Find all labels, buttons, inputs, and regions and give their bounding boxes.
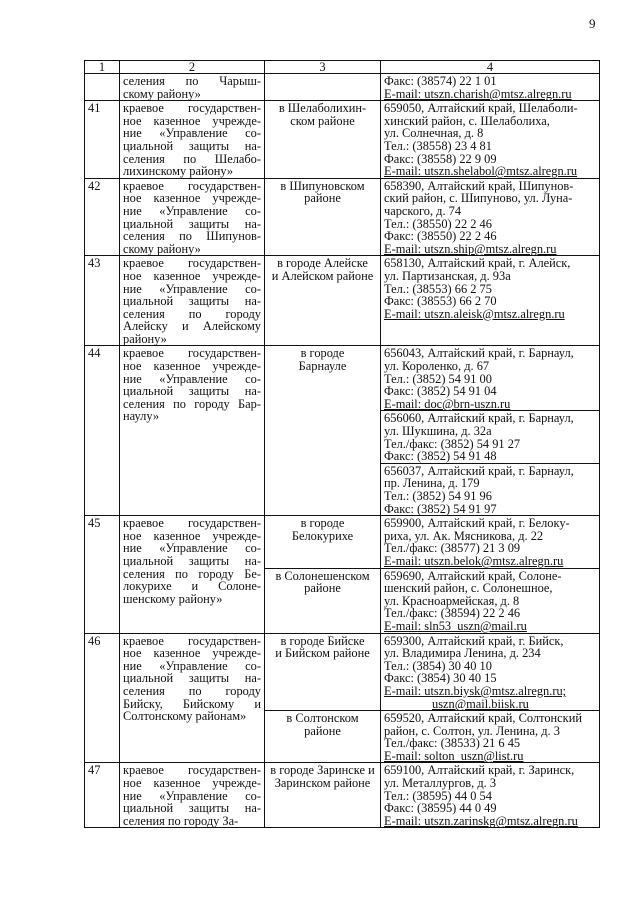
location-line: в Солтонском — [286, 711, 359, 726]
contact-cell — [381, 516, 600, 568]
page-number: 9 — [589, 16, 596, 31]
email-line: E-mail: utszn.shelabol@mtsz.alregn.ru — [384, 164, 578, 179]
location-cell — [265, 178, 381, 256]
contact-cell — [381, 178, 600, 256]
name-line: селения по городу Бе- — [123, 566, 261, 581]
location-line: районе — [304, 581, 341, 596]
email-line: E-mail: doc@brn-uszn.ru — [384, 396, 511, 411]
location-line: районе — [304, 191, 341, 206]
contact-line: 656060, Алтайский край, г. Барнаул, — [384, 411, 574, 426]
location-line: в городе — [300, 346, 345, 361]
column-number-3: 3 — [265, 61, 381, 74]
contact-line: Тел.: (38595) 44 0 54 — [384, 788, 492, 803]
row-number — [85, 74, 120, 101]
location-line: Заринском районе — [274, 776, 371, 791]
name-line: ное казенное учрежде- — [123, 191, 261, 206]
name-line: наулу» — [123, 409, 160, 424]
email-line: uszn@mail.biisk.ru — [432, 696, 529, 711]
contact-line: Факс: (38550) 22 2 46 — [384, 229, 497, 244]
email-line: E-mail: utszn.belok@mtsz.alregn.ru — [384, 553, 564, 568]
location-line: в Шелаболихин- — [278, 101, 367, 116]
contact-line: Тел.: (38558) 23 4 81 — [384, 138, 492, 153]
name-line: селения по городу — [123, 306, 261, 321]
column-number-1: 1 — [85, 61, 120, 74]
contact-cell — [381, 256, 600, 346]
institution-name — [120, 256, 265, 346]
name-line: шенскому району» — [123, 591, 223, 606]
contact-line: Тел./факс: (38533) 21 6 45 — [384, 736, 521, 751]
column-number-2: 2 — [120, 61, 265, 74]
contact-cell — [381, 633, 600, 711]
contact-line: 658390, Алтайский край, Шипунов- — [384, 178, 574, 193]
contact-line: чарского, д. 74 — [384, 203, 462, 218]
email-line: E-mail: utszn.biysk@mtsz.alregn.ru; — [384, 683, 567, 698]
name-line: ное казенное учрежде- — [123, 268, 261, 283]
contact-cell — [381, 411, 600, 463]
name-line: циальной защиты на- — [123, 138, 261, 153]
row-number: 44 — [85, 346, 120, 516]
name-line: ное казенное учрежде- — [123, 646, 261, 661]
name-line: ние «Управление со- — [123, 788, 261, 803]
name-line: краевое государствен- — [123, 763, 261, 778]
location-cell — [265, 101, 381, 179]
name-line: ное казенное учрежде- — [123, 113, 261, 128]
header-row — [85, 61, 600, 74]
continuation-row — [85, 74, 600, 101]
contact-line: Факс: (38553) 66 2 70 — [384, 294, 497, 309]
name-line: краевое государствен- — [123, 256, 261, 271]
location-cell — [265, 763, 381, 828]
contact-line: Факс: (3852) 54 91 48 — [384, 449, 497, 464]
contact-line: 659900, Алтайский край, г. Белоку- — [384, 516, 570, 531]
table-row — [85, 633, 600, 711]
contact-line: Тел./факс: (38594) 22 2 46 — [384, 606, 521, 621]
table-row — [85, 178, 600, 256]
email-line: E-mail: sln53_uszn@mail.ru — [384, 618, 527, 633]
contact-line: Тел.: (3854) 30 40 10 — [384, 658, 492, 673]
location-line: в Шипуновском — [280, 178, 365, 193]
row-number: 47 — [85, 763, 120, 828]
contact-line: 659690, Алтайский край, Солоне- — [384, 568, 562, 583]
location-line: и Бийском районе — [275, 646, 370, 661]
email-line: E-mail: utszn.ship@mtsz.alregn.ru — [384, 241, 557, 256]
contact-line: ул. Металлургов, д. 3 — [384, 776, 497, 791]
name-line: скому району» — [123, 241, 201, 256]
contact-cell — [381, 711, 600, 763]
column-number-4: 4 — [381, 61, 600, 74]
email-line: E-mail: utszn.zarinskg@mtsz.alregn.ru — [384, 813, 578, 828]
location-line: в Солонешенском — [275, 568, 370, 583]
contact-line: район, с. Солтон, ул. Ленина, д. 3 — [384, 723, 560, 738]
contact-line: Факс: (38574) 22 1 01 — [384, 74, 497, 88]
location-cell — [265, 74, 381, 101]
name-line: краевое государствен- — [123, 178, 261, 193]
name-line: локурихе и Солоне- — [123, 579, 261, 594]
location-cell — [265, 568, 381, 633]
contact-line: хинский район, с. Шелаболиха, — [384, 113, 550, 128]
location-line: Белокурихе — [291, 528, 354, 543]
contact-line: 656043, Алтайский край, г. Барнаул, — [384, 346, 574, 361]
contact-line: Тел.: (38553) 66 2 75 — [384, 281, 492, 296]
institution-name — [120, 633, 265, 763]
name-line: скому району» — [123, 86, 201, 101]
contact-cell — [381, 74, 600, 101]
row-number: 43 — [85, 256, 120, 346]
contact-line: пр. Ленина, д. 179 — [384, 476, 480, 491]
name-line: селения по Чарыш- — [123, 74, 261, 88]
contact-line: Факс: (38595) 44 0 49 — [384, 801, 497, 816]
contact-cell — [381, 101, 600, 179]
contact-line: Тел.: (38550) 22 2 46 — [384, 216, 492, 231]
name-line: ние «Управление со- — [123, 371, 261, 386]
location-cell — [265, 256, 381, 346]
institution-name — [120, 74, 265, 101]
contact-line: 658130, Алтайский край, г. Алейск, — [384, 256, 571, 271]
table-body — [85, 61, 600, 828]
contact-line: 659050, Алтайский край, Шелаболи- — [384, 101, 578, 116]
location-cell — [265, 711, 381, 763]
contact-line: ул. Шукшина, д. 32а — [384, 424, 492, 439]
contact-line: 659300, Алтайский край, г. Бийск, — [384, 633, 564, 648]
row-number: 41 — [85, 101, 120, 179]
location-line: и Алейском районе — [271, 268, 374, 283]
institution-name — [120, 516, 265, 633]
location-line: ском районе — [290, 113, 355, 128]
location-cell — [265, 633, 381, 711]
table-row — [85, 346, 600, 411]
contact-cell — [381, 346, 600, 411]
contact-line: Тел./факс: (38577) 21 3 09 — [384, 541, 521, 556]
name-line: краевое государствен- — [123, 633, 261, 648]
name-line: лихинскому району» — [123, 164, 234, 179]
email-line: E-mail: solton_uszn@list.ru — [384, 748, 524, 763]
name-line: краевое государствен- — [123, 101, 261, 116]
name-line: краевое государствен- — [123, 346, 261, 361]
location-line: в городе — [300, 516, 345, 531]
name-line: селения по Шелабо- — [123, 151, 261, 166]
contact-line: риха, ул. Ак. Мясникова, д. 22 — [384, 528, 544, 543]
name-line: селения по городу — [123, 683, 261, 698]
contact-line: 656037, Алтайский край, г. Барнаул, — [384, 463, 574, 478]
contact-line: шенский район, с. Солонешное, — [384, 581, 553, 596]
name-line: циальной защиты на- — [123, 216, 261, 231]
contact-line: ский район, с. Шипуново, ул. Луна- — [384, 191, 573, 206]
contact-line: Тел.: (3852) 54 91 00 — [384, 371, 492, 386]
location-line: Барнауле — [298, 359, 347, 374]
table-row — [85, 101, 600, 179]
contact-cell — [381, 568, 600, 633]
contact-line: Факс: (3852) 54 91 97 — [384, 501, 497, 516]
institution-name — [120, 178, 265, 256]
name-line: району» — [123, 331, 167, 346]
table-row — [85, 516, 600, 568]
name-line: циальной защиты на- — [123, 671, 261, 686]
contact-line: 659520, Алтайский край, Солтонский — [384, 711, 582, 726]
name-line: ние «Управление со- — [123, 658, 261, 673]
email-line: E-mail: utszn.aleisk@mtsz.alregn.ru — [384, 306, 565, 321]
name-line: ние «Управление со- — [123, 126, 261, 141]
name-line: краевое государствен- — [123, 516, 261, 531]
name-line: циальной защиты на- — [123, 384, 261, 399]
row-number: 45 — [85, 516, 120, 633]
contact-line: Факс: (3852) 54 91 04 — [384, 384, 497, 399]
name-line: ное казенное учрежде- — [123, 359, 261, 374]
name-line: Бийску, Бийскому и — [123, 696, 261, 711]
location-line: в городе Заринске и — [270, 763, 375, 778]
contact-line: Тел.: (3852) 54 91 96 — [384, 489, 492, 503]
contact-line: ул. Солнечная, д. 8 — [384, 126, 484, 141]
location-cell — [265, 516, 381, 568]
location-line: районе — [304, 723, 341, 738]
table-row — [85, 256, 600, 346]
name-line: ние «Управление со- — [123, 203, 261, 218]
row-number: 46 — [85, 633, 120, 763]
table-row — [85, 763, 600, 828]
contact-line: 659100, Алтайский край, г. Заринск, — [384, 763, 575, 778]
name-line: циальной защиты на- — [123, 801, 261, 816]
contact-cell — [381, 463, 600, 515]
row-number: 42 — [85, 178, 120, 256]
contact-line: Тел./факс: (3852) 54 91 27 — [384, 436, 521, 451]
name-line: селения по Шипунов- — [123, 229, 261, 244]
location-line: в городе Алейске — [277, 256, 368, 271]
contact-line: ул. Красноармейская, д. 8 — [384, 593, 520, 608]
institutions-table — [84, 60, 600, 828]
name-line: Солтонскому районам» — [123, 709, 247, 724]
contact-cell — [381, 763, 600, 828]
name-line: ние «Управление со- — [123, 541, 261, 556]
location-line: в городе Бийске — [280, 633, 365, 648]
contact-line: Факс: (38558) 22 9 09 — [384, 151, 497, 166]
contact-line: ул. Партизанская, д. 93а — [384, 268, 511, 283]
name-line: Алейску и Алейскому — [123, 319, 261, 334]
name-line: ное казенное учрежде- — [123, 776, 261, 791]
contact-line: Факс: (3854) 30 40 15 — [384, 671, 497, 686]
institution-name — [120, 763, 265, 828]
name-line: циальной защиты на- — [123, 294, 261, 309]
institution-name — [120, 101, 265, 179]
contact-line: E-mail: utszn.charish@mtsz.alregn.ru — [384, 86, 572, 101]
institution-name — [120, 346, 265, 516]
name-line: селения по городу За- — [123, 813, 239, 828]
name-line: ное казенное учрежде- — [123, 528, 261, 543]
name-line: селения по городу Бар- — [123, 396, 261, 411]
name-line: циальной защиты на- — [123, 553, 261, 568]
contact-line: ул. Короленко, д. 67 — [384, 359, 490, 374]
location-cell — [265, 346, 381, 516]
contact-line: ул. Владимира Ленина, д. 234 — [384, 646, 541, 661]
name-line: ние «Управление со- — [123, 281, 261, 296]
